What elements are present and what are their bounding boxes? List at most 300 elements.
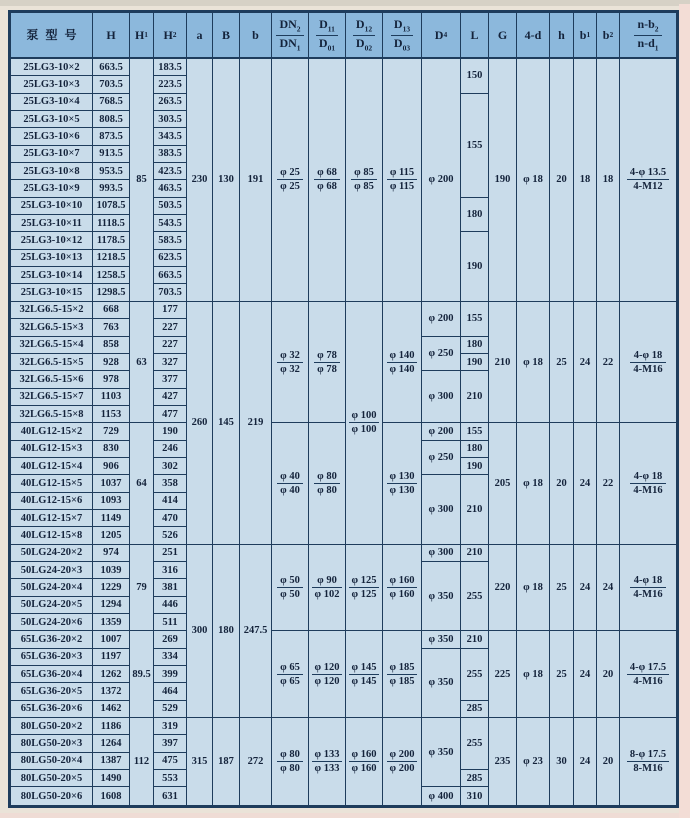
cell-DN-fraction: [277, 167, 303, 192]
cell-n-top: 8-φ 17.5: [627, 749, 669, 762]
cell-H-value: 1298.5: [96, 287, 126, 299]
header-D12-bottom-sub: 02: [364, 43, 373, 53]
cell-H: [93, 180, 130, 197]
cell-G: [489, 423, 517, 544]
header-D12-top-base: D: [355, 17, 365, 32]
cell-H: [93, 198, 130, 215]
cell-H2-value: 269: [162, 634, 178, 645]
cell-L-value: 190: [466, 460, 483, 472]
cell-H-value: 1186: [100, 720, 122, 732]
cell-DN-fraction: [277, 749, 303, 774]
cell-H2: [154, 180, 187, 197]
cell-D12-fraction: [349, 410, 380, 435]
cell-DN: [272, 545, 309, 632]
cell-D13: [383, 545, 422, 632]
cell-h: [550, 59, 574, 302]
cell-H2: [154, 597, 187, 614]
cell-H1: [130, 302, 154, 423]
cell-D12-top: φ 145: [349, 662, 380, 675]
cell-B: [213, 545, 240, 718]
cell-H2-value: 190: [162, 425, 178, 437]
cell-model-value: 25LG3-10×8: [23, 165, 80, 177]
cell-H: [93, 770, 130, 787]
cell-model-value: 25LG3-10×2: [23, 61, 80, 73]
cell-H2: [154, 614, 187, 631]
cell-H: [93, 389, 130, 406]
cell-L-value: 285: [466, 772, 483, 784]
scan-edge-right: [679, 4, 690, 818]
cell-D4: [422, 371, 461, 423]
header-b-label: b: [252, 27, 259, 42]
cell-H-value: 873.5: [99, 131, 123, 143]
cell-D13-fraction: [387, 350, 418, 375]
cell-H2-value: 303.5: [158, 113, 182, 125]
cell-H2: [154, 649, 187, 666]
cell-H2: [154, 215, 187, 232]
cell-H1-value: 63: [136, 356, 147, 368]
cell-model-value: 65LG36-20×2: [20, 634, 83, 645]
cell-D4: [422, 441, 461, 476]
header-D11-bottom: [316, 37, 338, 52]
cell-B-value: 187: [218, 755, 234, 767]
cell-H2: [154, 371, 187, 388]
cell-model-value: 32LG6.5-15×5: [19, 356, 84, 368]
cell-H: [93, 76, 130, 93]
cell-h-value: 25: [556, 356, 567, 368]
cell-model: [11, 666, 93, 683]
cell-model: [11, 232, 93, 249]
cell-D11-fraction: [314, 471, 340, 496]
cell-n-fraction: [630, 471, 665, 496]
cell-D4: [422, 545, 461, 562]
header-n-bottom-base: n-d: [637, 36, 655, 50]
cell-H-value: 1294: [100, 599, 122, 611]
cell-D13-bottom: φ 200: [389, 762, 415, 774]
header-D4-sub: 4: [443, 30, 448, 40]
cell-D4-value: φ 250: [428, 451, 454, 463]
cell-H2: [154, 718, 187, 735]
cell-DN: [272, 59, 309, 302]
header-DN-bottom: [276, 37, 303, 52]
cell-model: [11, 302, 93, 319]
cell-D4: [422, 337, 461, 372]
cell-model-value: 25LG3-10×11: [21, 217, 82, 229]
cell-H2-value: 334: [162, 651, 178, 663]
cell-G: [489, 545, 517, 632]
cell-H1: [130, 718, 154, 805]
cell-model-value: 65LG36-20×5: [20, 686, 83, 698]
cell-H2-value: 463.5: [158, 183, 182, 195]
cell-H: [93, 562, 130, 579]
cell-H: [93, 406, 130, 423]
cell-DN-top: φ 65: [277, 662, 303, 675]
cell-D11-bottom: φ 68: [317, 181, 337, 193]
header-D12-bottom-base: D: [355, 36, 365, 50]
cell-b-value: 272: [247, 755, 264, 767]
cell-model: [11, 284, 93, 301]
header-D12: [346, 13, 383, 59]
header-D13-top-base: D: [393, 17, 403, 32]
cell-L: [461, 458, 489, 475]
cell-H-value: 1153: [100, 408, 122, 420]
cell-L-value: 155: [466, 139, 483, 151]
cell-D11-top: φ 133: [312, 749, 343, 762]
header-a-label: a: [196, 27, 203, 42]
cell-D11-bottom: φ 120: [314, 675, 340, 687]
cell-D4-value: φ 250: [428, 347, 454, 359]
cell-model: [11, 128, 93, 145]
cell-H2-value: 319: [162, 720, 178, 732]
header-H2: [154, 13, 187, 59]
cell-DN-top: φ 32: [277, 350, 303, 363]
cell-D13-fraction: [387, 471, 418, 496]
cell-model-value: 32LG6.5-15×3: [19, 321, 84, 333]
cell-model: [11, 787, 93, 804]
cell-L-value: 180: [466, 443, 483, 455]
cell-H: [93, 718, 130, 735]
cell-model-value: 40LG12-15×3: [20, 443, 83, 455]
cell-H: [93, 510, 130, 527]
cell-b2: [597, 631, 620, 718]
cell-H2-value: 553: [162, 772, 178, 784]
header-DN-bottom-sub: 1: [296, 43, 301, 53]
cell-H: [93, 267, 130, 284]
cell-L: [461, 631, 489, 648]
cell-H2-value: 177: [162, 304, 178, 316]
cell-H2: [154, 579, 187, 596]
cell-D13-bottom: φ 160: [389, 588, 415, 600]
cell-D4: [422, 631, 461, 648]
cell-b2-value: 18: [602, 174, 614, 186]
cell-n-bottom: 4-M16: [633, 484, 663, 496]
cell-D11-top: φ 90: [312, 575, 343, 588]
cell-model-value: 25LG3-10×9: [23, 183, 80, 195]
cell-B: [213, 718, 240, 805]
cell-model-value: 25LG3-10×12: [20, 235, 83, 247]
cell-model: [11, 423, 93, 440]
cell-D11-bottom: φ 80: [317, 484, 337, 496]
cell-d-value: φ 18: [523, 668, 543, 680]
cell-G-value: 210: [494, 356, 511, 368]
cell-model-value: 25LG3-10×4: [23, 96, 80, 108]
cell-H2-value: 470: [162, 512, 178, 524]
cell-D4-value: φ 300: [428, 503, 454, 515]
cell-model: [11, 649, 93, 666]
cell-D4-value: φ 200: [428, 313, 454, 325]
cell-H-value: 1262: [100, 668, 122, 680]
cell-L: [461, 475, 489, 544]
cell-H2-value: 446: [162, 599, 178, 611]
cell-H2: [154, 701, 187, 718]
cell-H2-value: 377: [162, 373, 178, 385]
cell-D13-top: φ 140: [387, 350, 418, 363]
cell-model-value: 32LG6.5-15×4: [19, 339, 84, 351]
cell-D11-fraction: [312, 575, 343, 600]
header-L: [461, 13, 489, 59]
cell-D12-bottom: φ 145: [351, 675, 377, 687]
cell-H2-value: 263.5: [158, 96, 182, 108]
cell-H2-value: 381: [162, 581, 178, 593]
header-D11-fraction: [316, 18, 338, 52]
cell-a-value: 300: [191, 625, 208, 637]
header-D12-fraction: [353, 18, 375, 52]
cell-b-value: 191: [247, 174, 264, 186]
cell-H2-value: 583.5: [158, 235, 182, 247]
cell-D13-top: φ 185: [387, 662, 418, 675]
cell-H2: [154, 146, 187, 163]
cell-H1: [130, 631, 154, 718]
cell-H-value: 1178.5: [96, 235, 126, 247]
cell-B-value: 180: [218, 625, 234, 637]
cell-L: [461, 649, 489, 701]
cell-H: [93, 527, 130, 544]
cell-L: [461, 232, 489, 301]
cell-H-value: 1118.5: [97, 217, 125, 229]
cell-DN-fraction: [277, 350, 303, 375]
cell-D4: [422, 59, 461, 302]
cell-a: [187, 545, 213, 718]
cell-H2-value: 327: [162, 356, 178, 368]
cell-H2: [154, 319, 187, 336]
cell-model-value: 32LG6.5-15×6: [19, 373, 84, 385]
cell-b1: [574, 545, 597, 632]
cell-model: [11, 562, 93, 579]
header-b: [240, 13, 272, 59]
header-B: [213, 13, 240, 59]
header-H1-sub: 1: [144, 30, 149, 40]
cell-H1-value: 89.5: [132, 668, 151, 680]
cell-n-top: 4-φ 18: [630, 575, 665, 588]
cell-L-value: 255: [466, 668, 483, 680]
header-G: [489, 13, 517, 59]
cell-L-value: 210: [466, 503, 483, 515]
cell-H: [93, 579, 130, 596]
cell-H2-value: 703.5: [158, 287, 182, 299]
cell-G-value: 225: [494, 668, 511, 680]
cell-H2: [154, 770, 187, 787]
cell-D11-fraction: [314, 167, 340, 192]
header-h-label: h: [558, 27, 565, 42]
cell-b1: [574, 59, 597, 302]
cell-H2-value: 414: [162, 495, 178, 507]
cell-H2: [154, 510, 187, 527]
cell-H-value: 763: [103, 321, 119, 333]
cell-model: [11, 163, 93, 180]
cell-D11-top: φ 68: [314, 167, 340, 180]
cell-DN-fraction: [277, 471, 303, 496]
cell-n-top: 4-φ 18: [630, 350, 665, 363]
cell-h: [550, 631, 574, 718]
header-DN-top-sub: 2: [296, 24, 301, 34]
cell-b: [240, 302, 272, 545]
cell-DN-bottom: φ 80: [280, 762, 300, 774]
header-D11-bottom-sub: 01: [327, 43, 336, 53]
cell-model: [11, 701, 93, 718]
cell-D12-bottom: φ 85: [354, 181, 374, 193]
header-DN-top-base: DN: [279, 17, 297, 32]
cell-H-value: 974: [103, 547, 119, 559]
header-D12-top: [353, 18, 375, 36]
cell-H: [93, 94, 130, 111]
cell-D12: [346, 631, 383, 718]
cell-D4-value: φ 350: [428, 590, 454, 602]
cell-b: [240, 59, 272, 302]
cell-d-value: φ 18: [523, 356, 543, 368]
cell-h-value: 25: [556, 581, 567, 593]
cell-model: [11, 735, 93, 752]
cell-model-value: 25LG3-10×7: [23, 148, 80, 160]
cell-H2-value: 511: [162, 616, 178, 628]
cell-a-value: 260: [191, 417, 208, 429]
cell-L-value: 255: [466, 738, 483, 750]
cell-H-value: 1608: [100, 790, 122, 802]
cell-H2-value: 251: [162, 547, 178, 559]
cell-D13: [383, 718, 422, 805]
cell-model: [11, 631, 93, 648]
cell-H: [93, 753, 130, 770]
cell-H-value: 1258.5: [96, 269, 126, 281]
cell-H2: [154, 302, 187, 319]
header-d: [517, 13, 550, 59]
cell-D4: [422, 475, 461, 544]
cell-L: [461, 787, 489, 804]
cell-H-value: 1490: [100, 772, 122, 784]
cell-model: [11, 389, 93, 406]
cell-H2: [154, 354, 187, 371]
cell-d: [517, 423, 550, 544]
cell-H2: [154, 527, 187, 544]
cell-D12-bottom: φ 160: [351, 762, 377, 774]
cell-H-value: 1093: [100, 495, 122, 507]
cell-L: [461, 354, 489, 371]
cell-H2: [154, 284, 187, 301]
header-b1-sub: 1: [586, 30, 591, 40]
cell-D11: [309, 718, 346, 805]
cell-H: [93, 302, 130, 319]
cell-L: [461, 562, 489, 631]
cell-DN-bottom: φ 32: [280, 363, 300, 375]
cell-n: [620, 545, 676, 632]
cell-L: [461, 770, 489, 787]
cell-D12: [346, 59, 383, 302]
cell-D12: [346, 545, 383, 632]
header-n-top-sub: 2: [654, 24, 659, 34]
cell-model-value: 25LG3-10×10: [20, 200, 83, 212]
cell-H: [93, 163, 130, 180]
cell-D13-bottom: φ 115: [389, 181, 415, 193]
cell-L-value: 155: [466, 313, 483, 325]
cell-n: [620, 59, 676, 302]
cell-H: [93, 701, 130, 718]
cell-L-value: 180: [466, 209, 483, 221]
cell-L: [461, 441, 489, 458]
cell-H1-value: 112: [133, 755, 150, 767]
cell-H2-value: 631: [162, 790, 178, 802]
cell-n-fraction: [627, 167, 669, 192]
cell-b-value: 219: [247, 417, 264, 429]
header-D13-bottom-sub: 03: [402, 43, 411, 53]
header-n-top: [634, 18, 661, 36]
cell-H: [93, 337, 130, 354]
cell-D4-value: φ 350: [428, 677, 454, 689]
cell-D11-fraction: [312, 749, 343, 774]
cell-L: [461, 545, 489, 562]
cell-b1: [574, 631, 597, 718]
cell-n-bottom: 8-M16: [633, 762, 663, 774]
cell-H-value: 913.5: [99, 148, 123, 160]
header-D11-top-sub: 11: [327, 24, 335, 34]
cell-H: [93, 146, 130, 163]
cell-n-fraction: [627, 749, 669, 774]
cell-H: [93, 614, 130, 631]
header-H1: [130, 13, 154, 59]
cell-G: [489, 631, 517, 718]
header-D13-bottom: [391, 37, 413, 52]
cell-model-value: 32LG6.5-15×7: [19, 391, 84, 403]
cell-DN-top: φ 50: [277, 575, 303, 588]
cell-h-value: 25: [556, 668, 567, 680]
cell-H-value: 808.5: [99, 113, 123, 125]
cell-d: [517, 545, 550, 632]
cell-H2-value: 343.5: [158, 131, 182, 143]
header-D13-bottom-base: D: [393, 36, 403, 50]
header-H: [93, 13, 130, 59]
cell-H-value: 1218.5: [96, 252, 126, 264]
cell-model: [11, 198, 93, 215]
cell-b2: [597, 302, 620, 423]
cell-L: [461, 423, 489, 440]
cell-D11-bottom: φ 78: [317, 363, 337, 375]
cell-b1-value: 24: [579, 356, 591, 368]
cell-model-value: 32LG6.5-15×2: [19, 304, 84, 316]
cell-model: [11, 683, 93, 700]
cell-H-value: 993.5: [99, 183, 123, 195]
cell-b2-value: 20: [602, 755, 614, 767]
cell-DN-fraction: [277, 575, 303, 600]
cell-model: [11, 527, 93, 544]
cell-D11-bottom: φ 133: [314, 762, 340, 774]
cell-model: [11, 475, 93, 492]
cell-D13: [383, 631, 422, 718]
cell-model: [11, 371, 93, 388]
cell-d-value: φ 18: [523, 477, 543, 489]
cell-model: [11, 614, 93, 631]
cell-H2-value: 529: [162, 703, 178, 715]
cell-D4-value: φ 300: [428, 391, 454, 403]
cell-b2: [597, 545, 620, 632]
header-G-label: G: [497, 27, 508, 42]
cell-L: [461, 198, 489, 233]
cell-model: [11, 493, 93, 510]
header-DN-top: [276, 18, 303, 36]
cell-n-bottom: 4-M12: [633, 181, 663, 193]
cell-model: [11, 579, 93, 596]
cell-model: [11, 441, 93, 458]
cell-H2: [154, 631, 187, 648]
cell-H2: [154, 493, 187, 510]
cell-D4: [422, 718, 461, 787]
cell-H-value: 703.5: [99, 79, 123, 90]
cell-D13-bottom: φ 140: [389, 363, 415, 375]
cell-H: [93, 683, 130, 700]
cell-h: [550, 718, 574, 805]
cell-H-value: 1264: [100, 738, 122, 750]
header-H2-label: H: [163, 27, 173, 42]
cell-model-value: 40LG12-15×2: [20, 425, 83, 437]
cell-b1: [574, 718, 597, 805]
cell-b1-value: 24: [579, 668, 591, 680]
cell-D11: [309, 59, 346, 302]
